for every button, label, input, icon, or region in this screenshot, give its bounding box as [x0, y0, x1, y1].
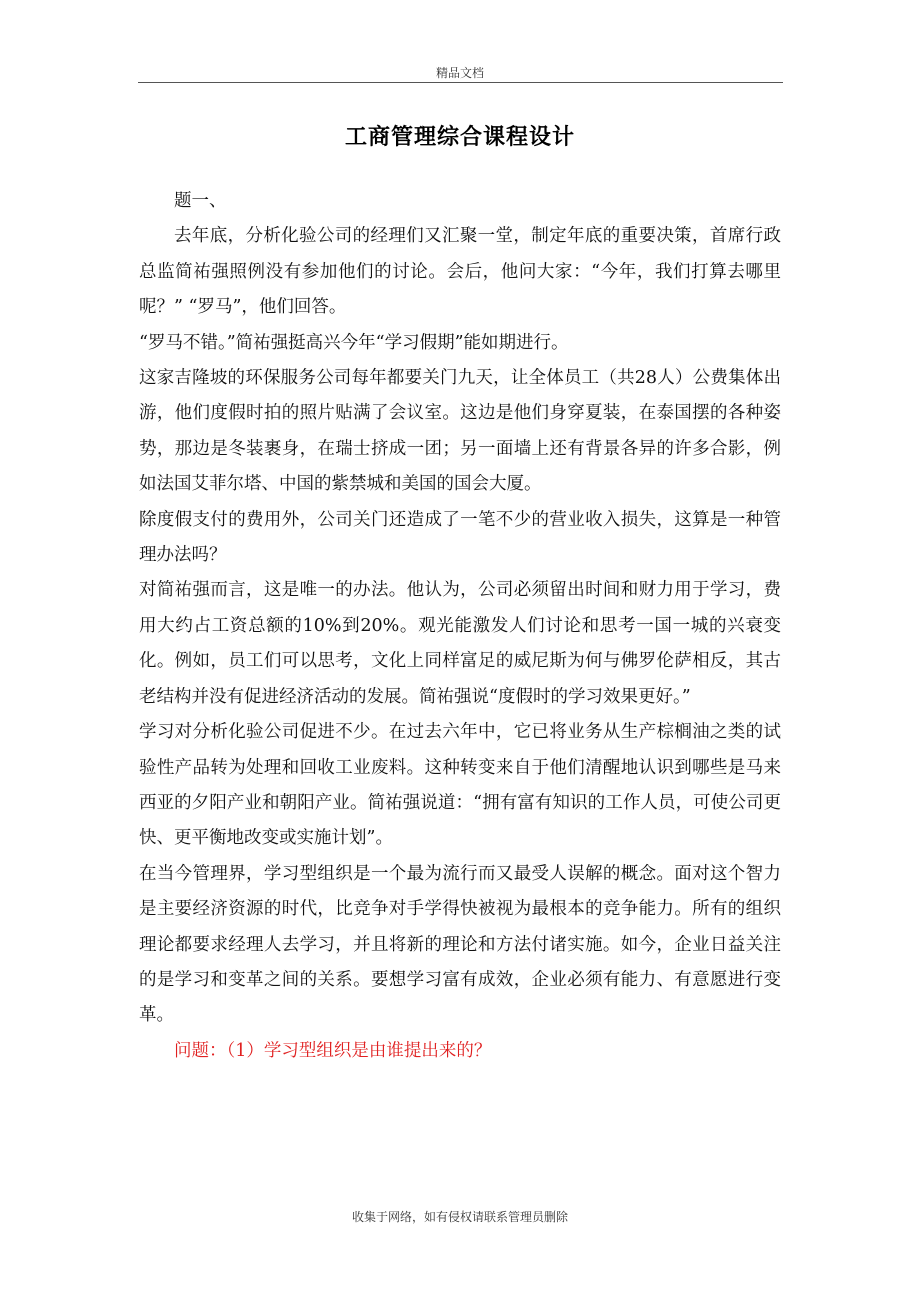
page-header-label: 精品文档 [435, 66, 484, 80]
section-label: 题一、 [174, 191, 227, 211]
document-title: 工商管理综合课程设计 [344, 125, 575, 150]
paragraph-2: “罗马不错。”简祐强挺高兴今年“学习假期”能如期进行。 [139, 332, 569, 353]
document-body [139, 184, 781, 1069]
paragraph-3: 这家吉隆坡的环保服务公司每年都要关门九天，让全体员工（共28人）公费集体出游，他们度假时拍的照片贴满了会议室。这边是他们身穿夏装，在泰国摆的各种姿势，那边是冬装裹身，在瑞士挤成一团；另一面墙上还有背景各异的许多合影，例如法国艾菲尔塔、中国的紫禁城和美国的国会大厦。 [139, 368, 781, 495]
paragraph-7: 在当今管理界，学习型组织是一个最为流行而又最受人误解的概念。面对这个智力是主要经济资源的时代，比竞争对手学得快被视为最根本的竞争能力。所有的组织理论都要求经理人去学习，并且将新的理论和方法付诸实施。如今，企业日益关注的是学习和变革之间的关系。要想学习富有成效，企业必须有能力、有意愿进行变革。 [139, 863, 781, 1026]
page-footer-label: 收集于网络，如有侵权请联系管理员删除 [351, 1210, 568, 1224]
paragraph-4: 除度假支付的费用外，公司关门还造成了一笔不少的营业收入损失，这算是一种管理办法吗？ [139, 509, 781, 566]
paragraph-1: 去年底，分析化验公司的经理们又汇聚一堂，制定年底的重要决策，首席行政总监简祐强照例没有参加他们的讨论。会后，他问大家：“今年，我们打算去哪里呢？” “罗马”，他们回答。 [139, 226, 781, 318]
question-text: 问题：（1）学习型组织是由谁提出来的？ [174, 1040, 492, 1061]
paragraph-5: 对简祐强而言，这是唯一的办法。他认为，公司必须留出时间和财力用于学习，费用大约占工资总额的10%到20%。观光能激发人们讨论和思考一国一城的兴衰变化。例如，员工们可以思考，文化上同样富足的威尼斯为何与佛罗伦萨相反，其古老结构并没有促进经济活动的发展。简祐强说“度假时的学习效果更好。” [139, 580, 781, 707]
paragraph-6: 学习对分析化验公司促进不少。在过去六年中，它已将业务从生产棕榈油之类的试验性产品转为处理和回收工业废料。这种转变来自于他们清醒地认识到哪些是马来西亚的夕阳产业和朝阳产业。简祐强说道：“拥有富有知识的工作人员，可使公司更快、更平衡地改变或实施计划”。 [139, 722, 781, 849]
header-divider [138, 82, 783, 83]
